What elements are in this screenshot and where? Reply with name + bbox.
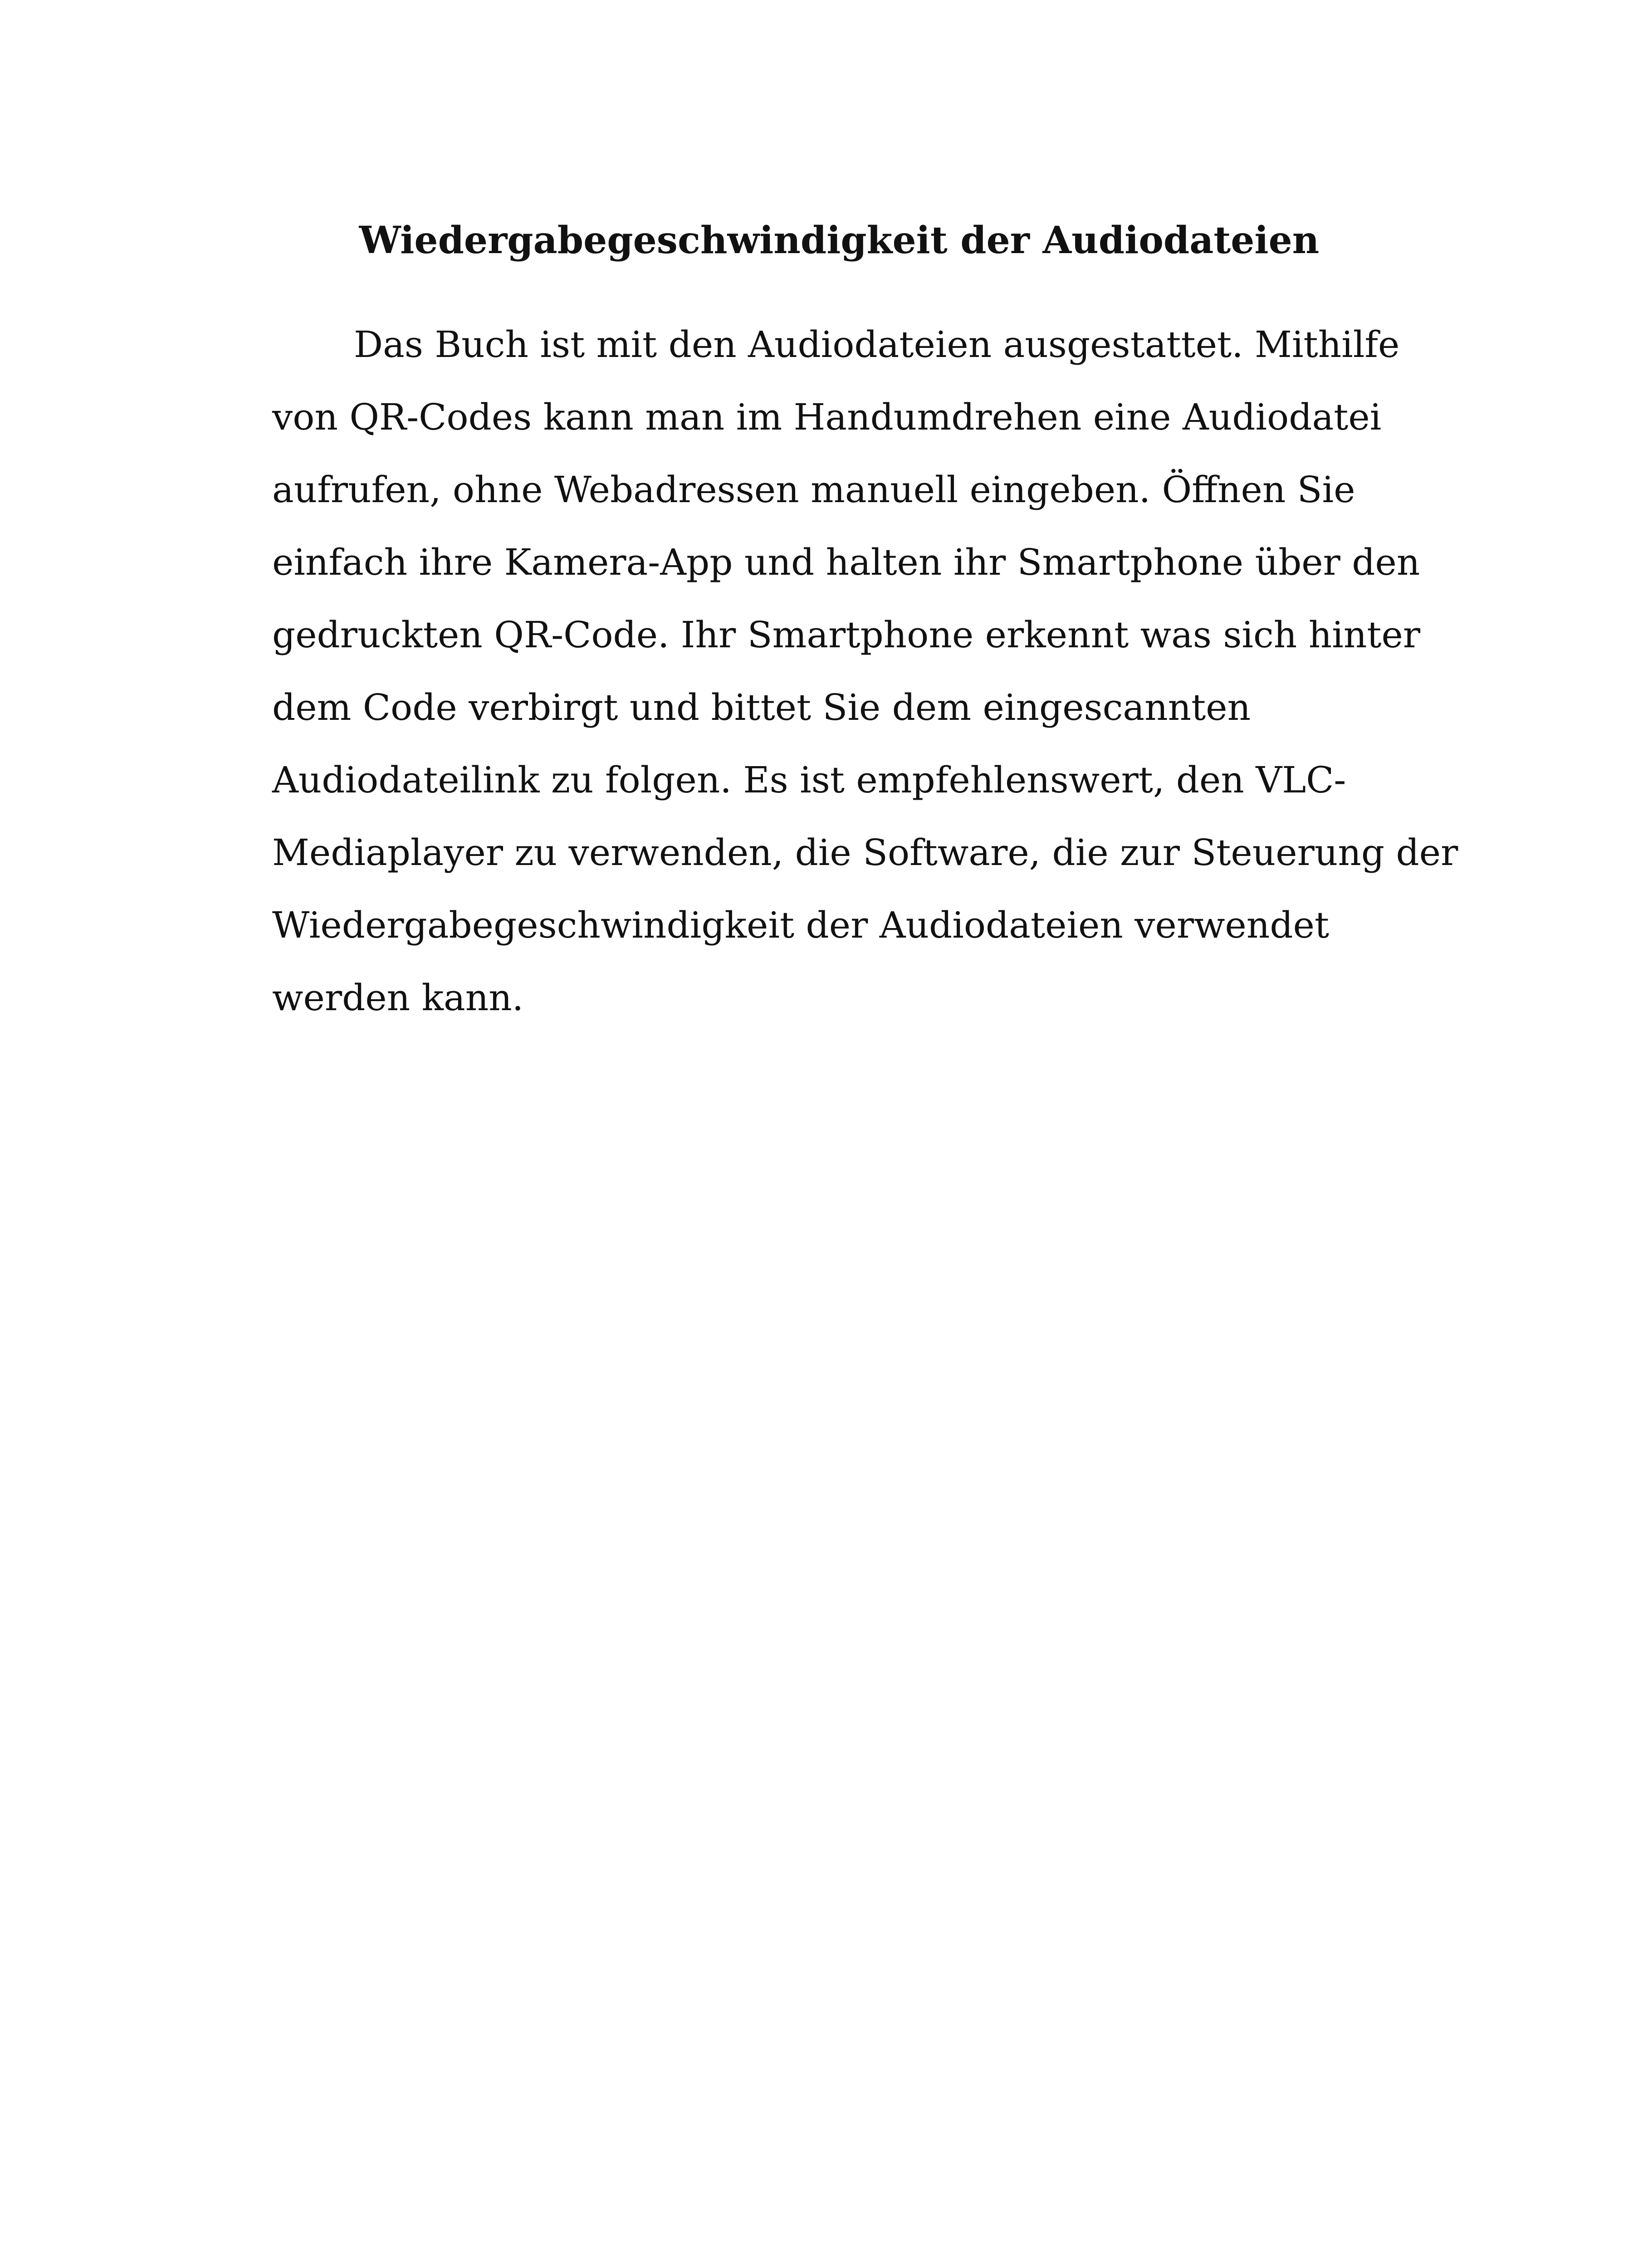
body-paragraph	[272, 308, 1458, 1034]
paragraph-line: dem Code verbirgt und bittet Sie dem eingescannten	[272, 686, 1251, 728]
paragraph-line: von QR-Codes kann man im Handumdrehen eine Audiodatei	[272, 396, 1382, 438]
paragraph-line: Audiodateilink zu folgen. Es ist empfehlenswert, den VLC-	[272, 759, 1346, 801]
paragraph-line: Mediaplayer zu verwenden, die Software, die zur Steuerung der	[272, 831, 1458, 874]
paragraph-line: Wiedergabegeschwindigkeit der Audiodateien verwendet	[272, 904, 1330, 946]
paragraph-line: aufrufen, ohne Webadressen manuell eingeben. Öffnen Sie	[272, 469, 1355, 511]
paragraph-line: Das Buch ist mit den Audiodateien ausgestattet. Mithilfe	[354, 323, 1400, 366]
section-heading: Wiedergabegeschwindigkeit der Audiodateien	[359, 219, 1320, 262]
paragraph-line: werden kann.	[272, 977, 524, 1019]
paragraph-line: gedruckten QR-Code. Ihr Smartphone erkennt was sich hinter	[272, 614, 1421, 656]
paragraph-line: einfach ihre Kamera-App und halten ihr Smartphone über den	[272, 541, 1420, 583]
